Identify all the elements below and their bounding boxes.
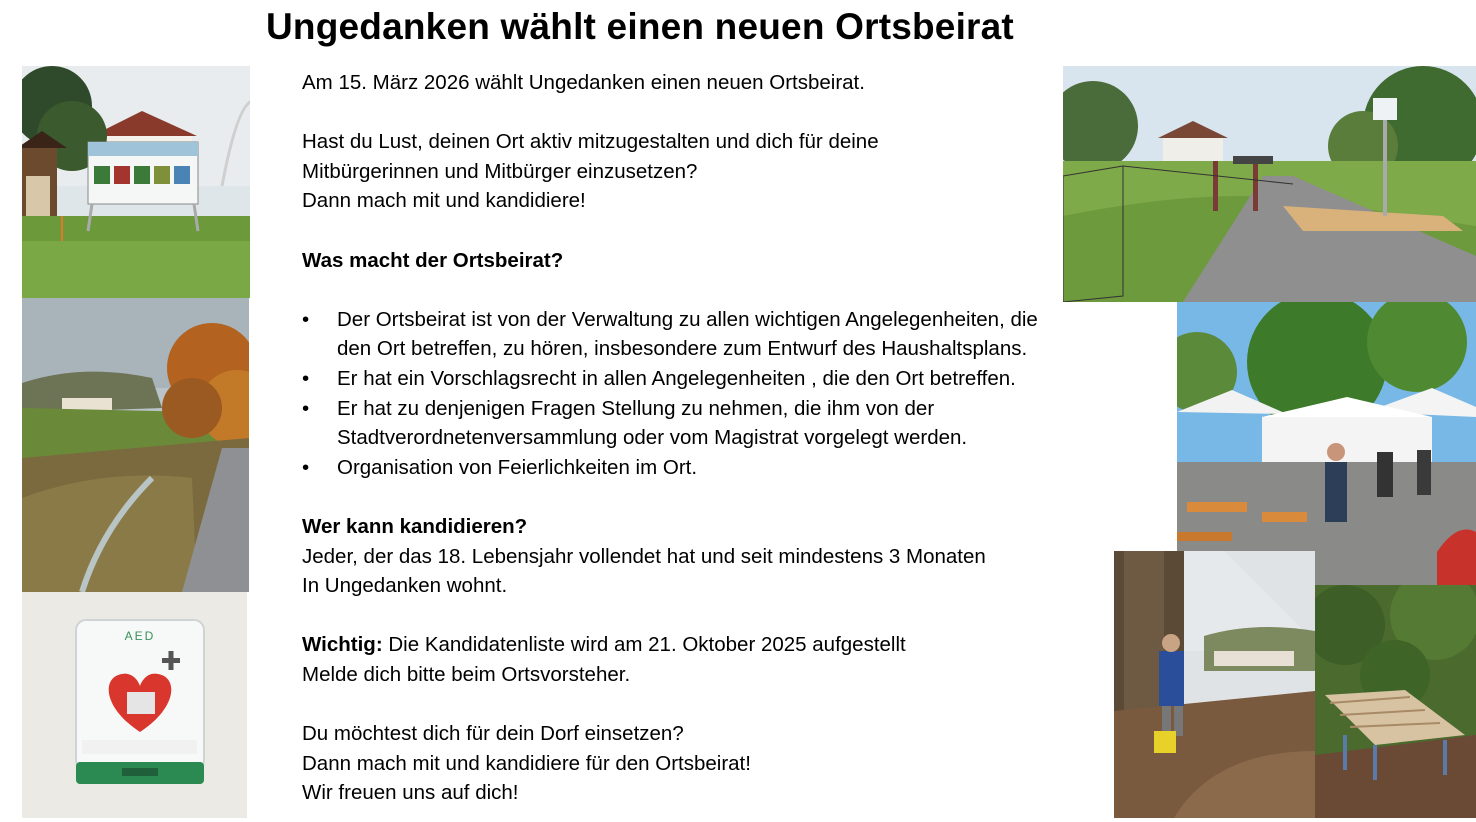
closing-line: Wir freuen uns auf dich!	[302, 781, 519, 805]
photo-playground	[1063, 66, 1476, 302]
bullet-line: Stadtverordnetenversammlung oder vom Magistrat vorgelegt werden.	[337, 426, 968, 450]
bullet-dot: •	[302, 307, 310, 331]
bullet-item	[302, 453, 1132, 483]
bullet-line: Der Ortsbeirat ist von der Verwaltung zu allen wichtigen Angelegenheiten, die	[337, 307, 1038, 331]
closing-line: Dann mach mit und kandidiere für den Ortsbeirat!	[302, 751, 751, 775]
bullet-dot: •	[302, 396, 310, 420]
bullet-dot: •	[302, 455, 310, 479]
photo-festival	[1177, 302, 1476, 585]
eligibility-line: In Ungedanken wohnt.	[302, 574, 508, 598]
main-text	[302, 68, 1132, 808]
invite-line: Dann mach mit und kandidiere!	[302, 189, 586, 213]
section-heading-candidates: Wer kann kandidieren?	[302, 514, 528, 538]
invite-line: Hast du Lust, deinen Ort aktiv mitzugestalten und dich für deine	[302, 130, 879, 154]
bullet-item	[302, 394, 1132, 453]
bullet-item	[302, 305, 1132, 364]
invite-line: Mitbürgerinnen und Mitbürger einzusetzen?	[302, 159, 698, 183]
important-line	[302, 630, 1132, 660]
bullet-line: Er hat zu denjenigen Fragen Stellung zu nehmen, die ihm von der	[337, 396, 935, 420]
bullet-item	[302, 364, 1132, 394]
aed-label: AED	[124, 629, 156, 643]
important-label: Wichtig:	[302, 633, 383, 657]
bullet-line: Er hat ein Vorschlagsrecht in allen Angelegenheiten , die den Ort betreffen.	[337, 366, 1016, 390]
intro-line: Am 15. März 2026 wählt Ungedanken einen neuen Ortsbeirat.	[302, 71, 865, 94]
photo-stream-valley	[22, 298, 249, 592]
bullet-line: Organisation von Feierlichkeiten im Ort.	[337, 455, 698, 479]
photo-tree-work	[1114, 551, 1315, 818]
bullet-dot: •	[302, 366, 310, 390]
important-text: Die Kandidatenliste wird am 21. Oktober 2025 aufgestellt	[382, 633, 906, 657]
eligibility-line: Jeder, der das 18. Lebensjahr vollendet hat und seit mindestens 3 Monaten	[302, 544, 986, 568]
photo-bench	[1315, 585, 1476, 818]
page-title: Ungedanken wählt einen neuen Ortsbeirat	[266, 6, 1014, 47]
bullet-line: den Ort betreffen, zu hören, insbesondere zum Entwurf des Haushaltsplans.	[337, 337, 1028, 361]
important-line-2: Melde dich bitte beim Ortsvorsteher.	[302, 662, 631, 686]
section-heading-tasks: Was macht der Ortsbeirat?	[302, 248, 564, 272]
photo-village-sign	[22, 66, 250, 298]
photo-aed	[22, 592, 247, 818]
closing-line: Du möchtest dich für dein Dorf einsetzen?	[302, 722, 684, 746]
